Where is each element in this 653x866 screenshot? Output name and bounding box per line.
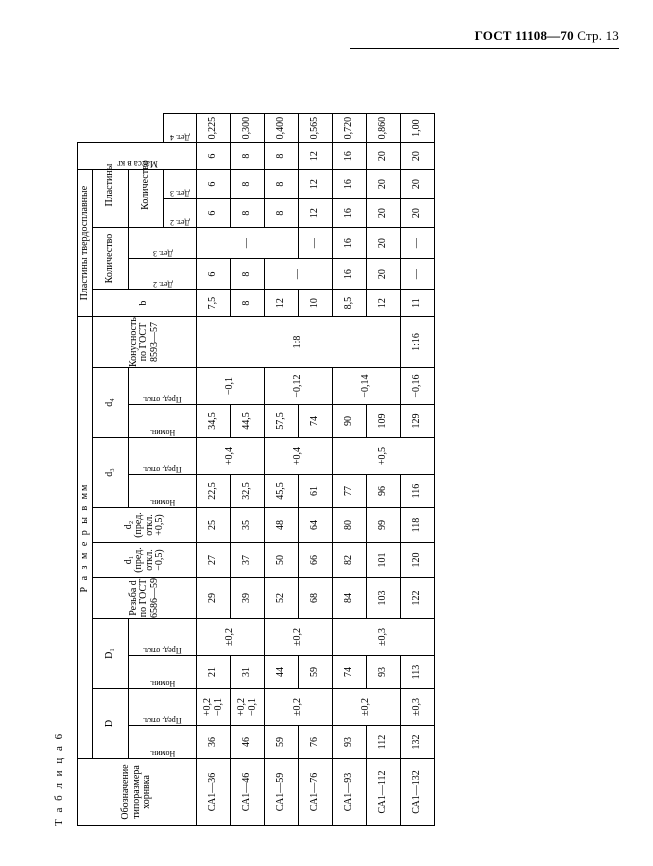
cell-pl-det3: 16 (332, 170, 366, 199)
cell-thread: 29 (196, 578, 230, 619)
header-d4-nominal-label: Номин. (149, 428, 175, 437)
cell-d1: 82 (332, 543, 366, 578)
header-d2: d₂ (пред. откл. +0,5) (92, 508, 196, 543)
cell-konusnost: 1:16 (400, 317, 434, 368)
header-D1-nominal-label: Номин. (149, 679, 175, 688)
standard-designation: ГОСТ 11108—70 (474, 28, 574, 43)
cell-D-nom: 112 (366, 726, 400, 759)
header-D-nominal (128, 726, 196, 759)
cell-d4-otkl: −0,16 (400, 368, 434, 405)
header-tv-det2-label: Дет. 2 (152, 280, 173, 290)
cell-d4-otkl: −0,1 (196, 368, 264, 405)
cell-thread: 122 (400, 578, 434, 619)
header-D1-otkl (128, 619, 196, 656)
cell-pl-det2: 6 (196, 199, 230, 228)
cell-D-nom: 76 (298, 726, 332, 759)
page-number: Стр. 13 (577, 28, 619, 43)
cell-b: 10 (298, 290, 332, 317)
cell-thread: 103 (366, 578, 400, 619)
cell-d2: 64 (298, 508, 332, 543)
header-b: b (92, 290, 196, 317)
cell-d4-nom: 44,5 (230, 405, 264, 438)
header-d1: d₁ (пред. откл. −0,5) (92, 543, 196, 578)
table-caption: Т а б л и ц а 6 (52, 731, 65, 826)
header-D-nominal-label: Номин. (149, 749, 175, 758)
cell-D-nom: 59 (264, 726, 298, 759)
cell-tv-det3: 16 (332, 228, 366, 259)
cell-d3-otkl: +0,4 (196, 438, 264, 475)
cell-D-nom: 46 (230, 726, 264, 759)
header-name-col: Обозначение типоразмера хорнвка (77, 759, 196, 826)
cell-d3-nom: 77 (332, 475, 366, 508)
header-pl-det2 (163, 199, 196, 228)
cell-b: 11 (400, 290, 434, 317)
cell-d3-nom: 22,5 (196, 475, 230, 508)
cell-d4-nom: 74 (298, 405, 332, 438)
header-d3-nominal-label: Номин. (149, 498, 175, 507)
header-thread: Резьба d по ГОСТ 6586—59 (92, 578, 196, 619)
cell-name: СА1—93 (332, 759, 366, 826)
cell-D-otkl: ±0,2 (264, 689, 332, 726)
cell-d2: 80 (332, 508, 366, 543)
header-d3-nominal (128, 475, 196, 508)
cell-b: 12 (264, 290, 298, 317)
cell-d3-nom: 32,5 (230, 475, 264, 508)
cell-pl-det2: 20 (400, 199, 434, 228)
specification-table (77, 113, 435, 826)
header-d3: d₃ (92, 438, 128, 508)
header-plastiny-group: Пластины (92, 143, 128, 228)
header-konusnost: Конусность по ГОСТ 8593—57 (92, 317, 196, 368)
cell-tv-det2: 8 (230, 259, 264, 290)
cell-d1: 37 (230, 543, 264, 578)
cell-pl-det2: 16 (332, 199, 366, 228)
cell-D1-otkl: ±0,2 (196, 619, 264, 656)
header-d3-otkl (128, 438, 196, 475)
cell-d4-nom: 57,5 (264, 405, 298, 438)
cell-massa: 0,225 (196, 114, 230, 143)
cell-d1: 66 (298, 543, 332, 578)
cell-d4-nom: 129 (400, 405, 434, 438)
header-kolichestvo: Количество (92, 228, 128, 290)
cell-konusnost: 1:8 (196, 317, 400, 368)
header-d4-nominal (128, 405, 196, 438)
cell-d1: 27 (196, 543, 230, 578)
cell-tv-det2: 16 (332, 259, 366, 290)
cell-tv-det2: 6 (196, 259, 230, 290)
cell-name: СА1—59 (264, 759, 298, 826)
cell-pl-det4: 12 (298, 143, 332, 170)
cell-d2: 118 (400, 508, 434, 543)
header-plastiny-kolichestvo: Количество (128, 143, 163, 228)
cell-pl-det2: 12 (298, 199, 332, 228)
cell-D-otkl: +0,2 −0,1 (196, 689, 230, 726)
cell-pl-det3: 6 (196, 170, 230, 199)
header-row-1 (77, 114, 92, 826)
header-pl-det3-label: Дет. 3 (169, 189, 190, 199)
header-pl-det3 (163, 170, 196, 199)
cell-pl-det2: 20 (366, 199, 400, 228)
cell-d3-otkl: +0,4 (264, 438, 332, 475)
cell-D1-nom: 44 (264, 656, 298, 689)
cell-D-otkl: ±0,3 (400, 689, 434, 726)
cell-d3-nom: 96 (366, 475, 400, 508)
cell-d3-otkl: +0,5 (332, 438, 434, 475)
header-D-otkl-label: Пред. откл. (142, 716, 182, 725)
cell-d2: 48 (264, 508, 298, 543)
header-pl-det2-label: Дет. 2 (169, 218, 190, 228)
table-body (196, 114, 434, 826)
cell-D-nom: 93 (332, 726, 366, 759)
cell-pl-det4: 6 (196, 143, 230, 170)
cell-massa: 0,860 (366, 114, 400, 143)
cell-D1-otkl: ±0,3 (332, 619, 434, 656)
cell-D1-nom: 74 (332, 656, 366, 689)
cell-d4-otkl: −0,12 (264, 368, 332, 405)
rotated-table-inner (47, 38, 607, 828)
table-row (332, 114, 366, 826)
header-D1-otkl-label: Пред. откл. (142, 646, 182, 655)
header-d3-otkl-label: Пред. откл. (142, 465, 182, 474)
cell-d3-nom: 61 (298, 475, 332, 508)
header-D1: D₁ (92, 619, 128, 689)
header-dimensions-group: Р а з м е р ы в мм (77, 317, 92, 759)
header-d4-otkl-label: Пред. откл. (142, 395, 182, 404)
header-tv-det3 (128, 228, 196, 259)
cell-d2: 99 (366, 508, 400, 543)
cell-b: 12 (366, 290, 400, 317)
cell-tv-det3: 20 (366, 228, 400, 259)
table-row (196, 114, 230, 826)
cell-tv-det3: — (196, 228, 298, 259)
header-row-2 (92, 114, 128, 826)
header-plastiny-tverdosplavnye: Пластины твердосплавные (77, 170, 92, 317)
header-D1-nominal (128, 656, 196, 689)
cell-b: 8,5 (332, 290, 366, 317)
cell-d1: 50 (264, 543, 298, 578)
cell-massa: 0,400 (264, 114, 298, 143)
cell-d4-nom: 34,5 (196, 405, 230, 438)
cell-pl-det4: 20 (366, 143, 400, 170)
cell-d1: 101 (366, 543, 400, 578)
cell-d3-nom: 45,5 (264, 475, 298, 508)
cell-tv-det2: 20 (366, 259, 400, 290)
cell-thread: 39 (230, 578, 264, 619)
cell-d1: 120 (400, 543, 434, 578)
cell-D-nom: 36 (196, 726, 230, 759)
cell-D1-nom: 59 (298, 656, 332, 689)
cell-D1-nom: 21 (196, 656, 230, 689)
header-row-3 (128, 114, 163, 826)
cell-pl-det2: 8 (264, 199, 298, 228)
cell-name: СА1—112 (366, 759, 400, 826)
cell-tv-det3: — (298, 228, 332, 259)
cell-d2: 25 (196, 508, 230, 543)
cell-b: 8 (230, 290, 264, 317)
cell-thread: 68 (298, 578, 332, 619)
cell-pl-det2: 8 (230, 199, 264, 228)
cell-b: 7,5 (196, 290, 230, 317)
cell-d3-nom: 116 (400, 475, 434, 508)
cell-tv-det2: — (264, 259, 332, 290)
header-pl-det4-label: Дет. 4 (169, 133, 190, 143)
cell-d4-otkl: −0,14 (332, 368, 400, 405)
header-tv-det2 (128, 259, 196, 290)
cell-pl-det3: 20 (400, 170, 434, 199)
cell-massa: 0,300 (230, 114, 264, 143)
cell-pl-det4: 16 (332, 143, 366, 170)
cell-massa: 1,00 (400, 114, 434, 143)
cell-pl-det3: 20 (366, 170, 400, 199)
cell-d2: 35 (230, 508, 264, 543)
cell-D-otkl: ±0,2 (332, 689, 400, 726)
table-head (77, 114, 196, 826)
cell-D1-nom: 113 (400, 656, 434, 689)
cell-d4-nom: 90 (332, 405, 366, 438)
cell-name: СА1—46 (230, 759, 264, 826)
cell-D1-nom: 93 (366, 656, 400, 689)
cell-tv-det2: — (400, 259, 434, 290)
cell-pl-det3: 12 (298, 170, 332, 199)
table-row (264, 114, 298, 826)
cell-pl-det4: 8 (230, 143, 264, 170)
cell-thread: 52 (264, 578, 298, 619)
cell-tv-det3: — (400, 228, 434, 259)
header-D: D (92, 689, 128, 759)
header-d4: d₄ (92, 368, 128, 438)
cell-pl-det4: 8 (264, 143, 298, 170)
cell-D-nom: 132 (400, 726, 434, 759)
cell-massa: 0,565 (298, 114, 332, 143)
cell-name: СА1—76 (298, 759, 332, 826)
cell-pl-det3: 8 (264, 170, 298, 199)
header-massa-label: Масса в кг (116, 159, 157, 170)
header-pl-det4 (163, 114, 196, 143)
cell-pl-det4: 20 (400, 143, 434, 170)
cell-massa: 0,720 (332, 114, 366, 143)
header-d4-otkl (128, 368, 196, 405)
cell-name: СА1—132 (400, 759, 434, 826)
cell-d4-nom: 109 (366, 405, 400, 438)
header-tv-det3-label: Дет. 3 (152, 249, 173, 259)
cell-pl-det3: 8 (230, 170, 264, 199)
cell-D-otkl: +0,2 −0,1 (230, 689, 264, 726)
cell-thread: 84 (332, 578, 366, 619)
cell-D1-nom: 31 (230, 656, 264, 689)
cell-name: СА1—36 (196, 759, 230, 826)
cell-D1-otkl: ±0,2 (264, 619, 332, 656)
header-D-otkl (128, 689, 196, 726)
